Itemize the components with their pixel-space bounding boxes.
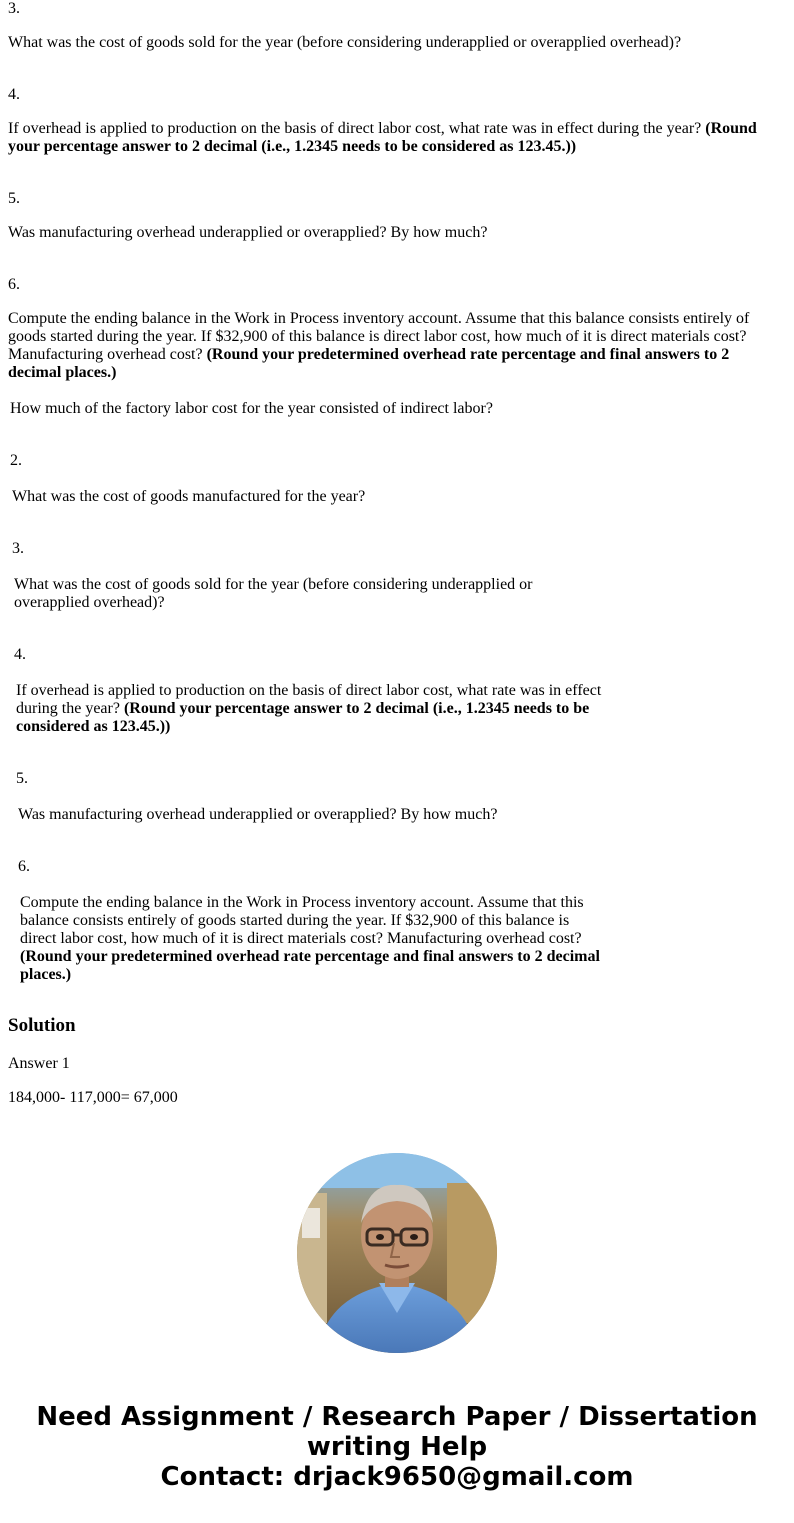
author-avatar [297,1153,497,1353]
question-number: 3. [12,540,24,557]
question-text [16,682,611,736]
question-body: Compute the ending balance in the Work in Process inventory account. Assume that this balance consists entirely of goods started during the year. If $32,900 of this balance is direct labor cost, how much of it is direct materials cost? Manufacturing overhead cost? [8,310,750,363]
author-photo [297,1153,497,1353]
question-number: 5. [8,190,20,207]
question-text: Was manufacturing overhead underapplied or overapplied? By how much? [18,806,498,823]
banner-line: writing Help [306,1432,488,1462]
question-text [8,310,768,382]
question-body: If overhead is applied to production on the basis of direct labor cost, what rate was in effect during the year? [8,120,702,137]
answer-value: 184,000- 117,000= 67,000 [8,1089,178,1106]
question-number: 4. [14,646,26,663]
question-text: What was the cost of goods manufactured for the year? [12,488,366,505]
banner-line: Need Assignment / Research Paper / Dissertation [36,1402,758,1432]
question-body: Compute the ending balance in the Work in Process inventory account. Assume that this balance consists entirely of goods started during the year. If $32,900 of this balance is direct labor cost, how much of it is direct materials cost? Manufacturing overhead cost? [20,894,584,947]
question-body: If overhead is applied to production on the basis of direct labor cost, what rate was in effect during the year? [16,682,602,717]
question-text: How much of the factory labor cost for the year consisted of indirect labor? [10,400,493,417]
question-instruction: (Round your percentage answer to 2 decimal (i.e., 1.2345 needs to be considered as 123.45.)) [8,120,757,155]
question-number: 4. [8,86,20,103]
question-number: 2. [10,452,22,469]
question-instruction: (Round your percentage answer to 2 decimal (i.e., 1.2345 needs to be considered as 123.45.)) [16,700,590,735]
question-text [8,120,768,156]
question-number: 6. [18,858,30,875]
question-number: 3. [8,0,20,17]
answer-label: Answer 1 [8,1055,70,1072]
question-number: 6. [8,276,20,293]
question-instruction: (Round your predetermined overhead rate percentage and final answers to 2 decimal places.) [8,346,730,381]
question-text [20,894,605,984]
question-number: 5. [16,770,28,787]
question-instruction: (Round your predetermined overhead rate percentage and final answers to 2 decimal places.) [20,948,600,983]
contact-banner [0,1402,794,1492]
question-text: What was the cost of goods sold for the year (before considering underapplied or overapplied overhead)? [14,576,533,611]
question-text: What was the cost of goods sold for the year (before considering underapplied or overapplied overhead)? [8,34,682,51]
question-text: Was manufacturing overhead underapplied or overapplied? By how much? [8,224,488,241]
solution-heading: Solution [8,1015,76,1036]
contact-email: Contact: drjack9650@gmail.com [160,1462,634,1492]
